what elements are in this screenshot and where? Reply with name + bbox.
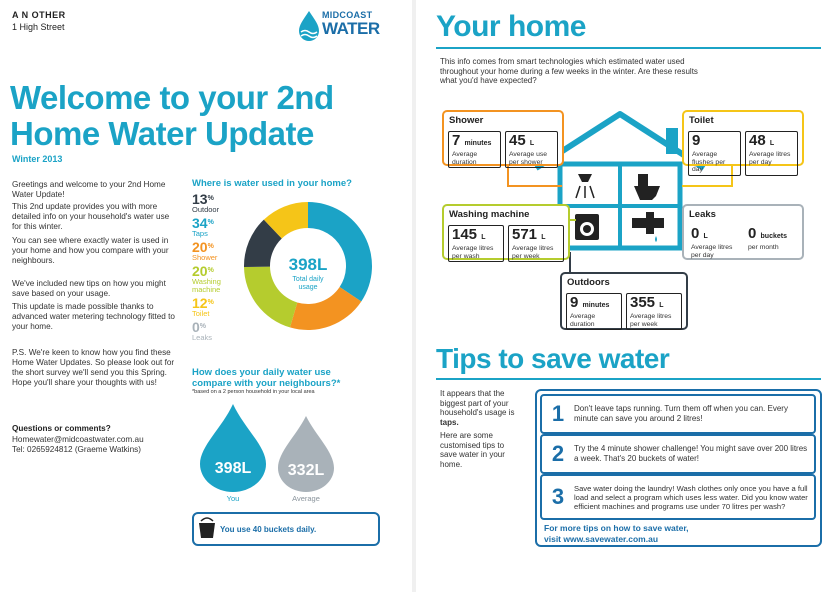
- recipient-name: A N OTHER: [12, 10, 66, 20]
- donut-center-value: 398L: [288, 255, 328, 274]
- you-drop-icon: [196, 402, 270, 494]
- questions-email[interactable]: Homewater@midcoastwater.com.au: [12, 435, 144, 444]
- toilet-litres-stat: 48 L Average litres per day: [745, 131, 798, 176]
- shower-card: [442, 110, 564, 166]
- intro-paragraph-2: This 2nd update provides you with more detailed info on your household's water use for this winter.: [12, 202, 170, 231]
- outdoors-litres-stat: 355 L Average litres per week: [626, 293, 682, 330]
- you-label: You: [226, 494, 240, 503]
- tips-rule: [436, 378, 821, 380]
- left-page: [0, 0, 408, 592]
- leaks-card: [682, 204, 804, 260]
- donut-center-label-1: Total daily: [292, 276, 324, 283]
- bucket-icon: [198, 517, 216, 539]
- season-label: Winter 2013: [12, 154, 63, 164]
- leaks-buckets-stat: 0 buckets per month: [748, 225, 787, 251]
- legend-item-leaks: 0% Leaks: [192, 319, 213, 342]
- your-home-title: Your home: [436, 10, 586, 43]
- donut-slice-washing-machine: [244, 267, 297, 328]
- outdoors-card: [560, 272, 688, 330]
- intro-paragraph-ps: P.S. We're keen to know how you find these Home Water Updates. So please look out for the short survey we'll send you this Spring. Hope you'll share your thoughts with us!: [12, 348, 175, 387]
- compare-note: *based on a 2 person household in your local area: [192, 389, 315, 395]
- title-line-1: Welcome to your 2nd: [10, 79, 334, 116]
- tip-2-text: Try the 4 minute shower challenge! You might save over 200 litres a week. That's 20 buckets of water!: [574, 444, 808, 463]
- shower-use-stat: 45 L Average use per shower: [505, 131, 558, 168]
- your-home-intro: This info comes from smart technologies which estimated water used throughout your home during a few weeks in the winter. Are these results what you'd have expected?: [440, 57, 698, 85]
- usage-donut-chart: [242, 200, 374, 332]
- legend-item-taps: 34% Taps: [192, 215, 214, 238]
- page-divider: [412, 0, 416, 592]
- toilet-card-title: Toilet: [689, 115, 714, 126]
- washing-machine-card: [442, 204, 570, 260]
- tip-3-number: 3: [551, 484, 565, 509]
- legend-item-washing-machine: 20% Washing machine: [192, 263, 221, 294]
- tip-1-text: Don't leave taps running. Turn them off when you can. Every minute can save you around 2 litres!: [574, 404, 788, 423]
- recipient-address: 1 High Street: [12, 22, 65, 32]
- questions-phone: Tel: 0265924812 (Graeme Watkins): [12, 445, 141, 454]
- compare-heading: How does your daily water use compare with your neighbours?*: [192, 367, 341, 389]
- leaks-litres-stat: 0 L Average litres per day: [691, 225, 733, 259]
- legend-item-outdoor: 13% Outdoor: [192, 191, 220, 214]
- shower-duration-stat: 7 minutes Average duration: [448, 131, 501, 168]
- average-value: 332L: [287, 462, 325, 479]
- page-title: [10, 80, 405, 152]
- average-label: Average: [292, 494, 320, 503]
- donut-center-label-2: usage: [298, 284, 318, 291]
- tip-1: [540, 394, 816, 434]
- washing-per-wash-stat: 145 L Average litres per wash: [448, 225, 504, 262]
- questions-heading: Questions or comments?: [12, 424, 111, 433]
- where-heading: Where is water used in your home?: [192, 178, 352, 189]
- outdoors-duration-stat: 9 minutes Average duration: [566, 293, 622, 330]
- tip-3-text: Save water doing the laundry! Wash clothes only once you have a full load and select a program which uses less water. Did you know water efficient machines and programs use under 70 litres per wash?: [574, 483, 808, 511]
- logo-text-water: WATER: [322, 19, 380, 38]
- intro-paragraph-4: We've included new tips on how you might save based on your usage.: [12, 279, 166, 298]
- tip-1-number: 1: [551, 401, 565, 426]
- legend-item-shower: 20% Shower: [192, 239, 218, 262]
- title-line-2: Home Water Update: [10, 115, 314, 152]
- tip-2: [540, 434, 816, 474]
- tips-intro: It appears that the biggest part of your household's usage is taps. Here are some customised tips to save water in your home.: [440, 389, 515, 469]
- washing-card-title: Washing machine: [449, 209, 530, 220]
- you-value: 398L: [214, 460, 252, 477]
- more-tips-link[interactable]: For more tips on how to save water, visit www.savewater.com.au: [544, 523, 689, 544]
- toilet-flushes-stat: 9 Average flushes per day: [688, 131, 741, 176]
- intro-paragraph-1: Greetings and welcome to your 2nd Home Water Update!: [12, 180, 166, 199]
- legend-item-toilet: 12% Toilet: [192, 295, 214, 318]
- tip-2-number: 2: [551, 441, 565, 466]
- washing-per-week-stat: 571 L Average litres per week: [508, 225, 564, 262]
- donut-slice-taps: [308, 202, 372, 301]
- intro-paragraph-3: You can see where exactly water is used in your home and how you compare with your neighbours.: [12, 236, 169, 265]
- intro-paragraph-5: This update is made possible thanks to advanced water metering technology fitted to your home.: [12, 302, 175, 331]
- average-drop-icon: [274, 414, 338, 494]
- shower-card-title: Shower: [449, 115, 484, 126]
- logo-text-midcoast: MIDCOAST: [322, 10, 373, 20]
- outdoors-card-title: Outdoors: [567, 277, 610, 288]
- toilet-card: [682, 110, 804, 173]
- right-page: [420, 0, 828, 592]
- tips-title: Tips to save water: [436, 343, 670, 374]
- tip-3: [540, 474, 816, 520]
- buckets-text: You use 40 buckets daily.: [220, 525, 317, 534]
- usage-legend: [192, 192, 242, 342]
- leaks-card-title: Leaks: [689, 209, 716, 220]
